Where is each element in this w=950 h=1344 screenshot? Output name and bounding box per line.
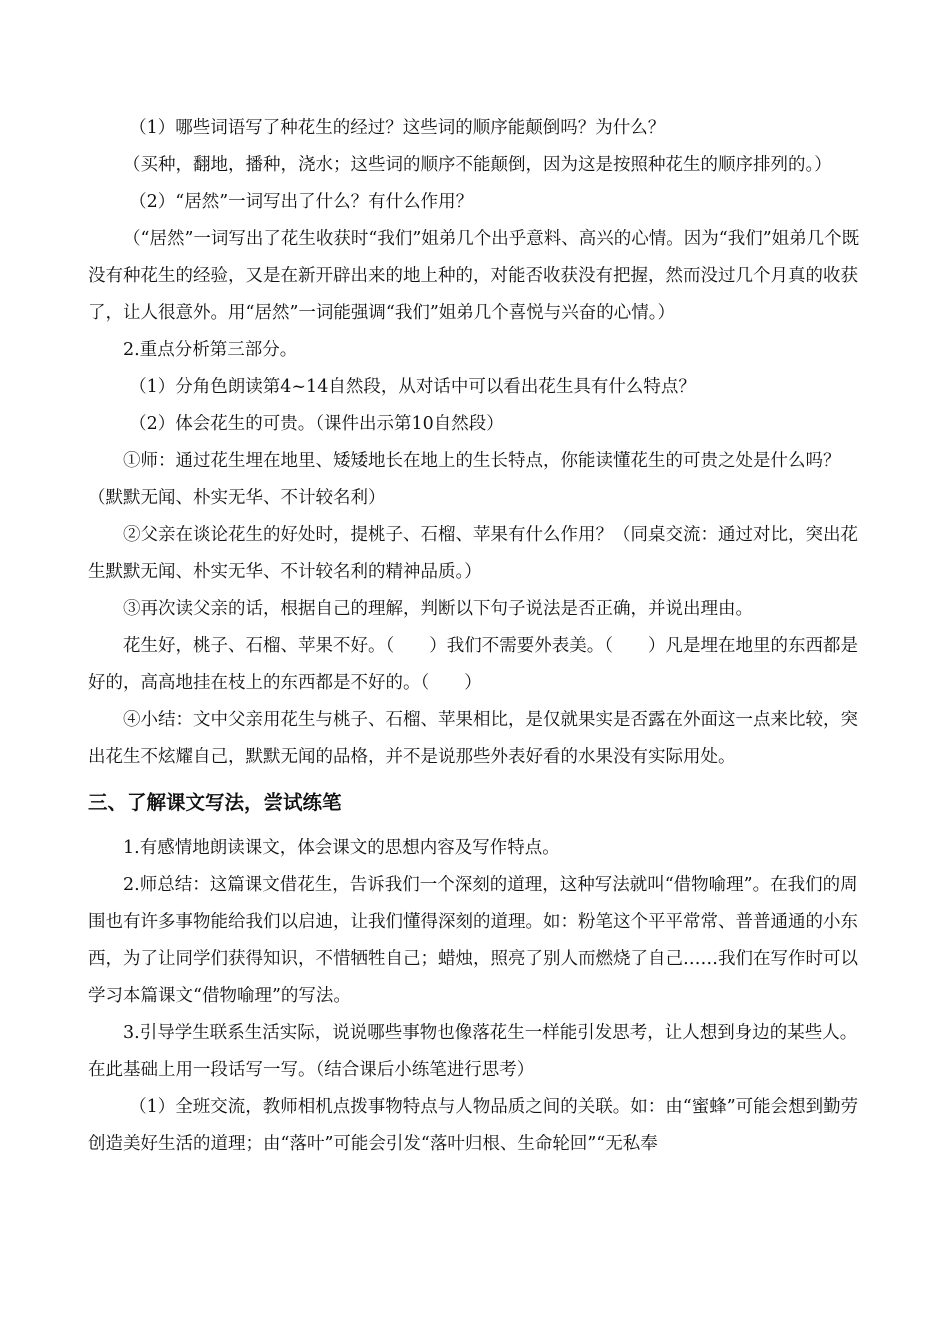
section-3-step-2: 2.师总结：这篇课文借花生，告诉我们一个深刻的道理，这种写法就叫“借物喻理”。在我们的周围也有许多事物能给我们以启迪，让我们懂得深刻的道理。如：粉笔这个平平常常、普普通通的小东西，为了让同学们获得知识，不惜牺牲自己；蜡烛，照亮了别人而燃烧了自己……我们在写作时可以学习本篇课文“借物喻理”的写法。 bbox=[88, 875, 858, 1006]
answer-1: （买种，翻地，播种，浇水；这些词的顺序不能颠倒，因为这是按照种花生的顺序排列的。） bbox=[123, 155, 832, 175]
point-4-summary: ④小结：文中父亲用花生与桃子、石榴、苹果相比，是仅就果实是否露在外面这一点来比较，突出花生不炫耀自己，默默无闻的品格，并不是说那些外表好看的水果没有实际用处。 bbox=[88, 710, 858, 767]
step-2-sub-2: （2）体会花生的可贵。（课件出示第10自然段） bbox=[129, 414, 504, 434]
section-3-step-1: 1.有感情地朗读课文，体会课文的思想内容及写作特点。 bbox=[123, 838, 560, 858]
section-3-step-3: 3.引导学生联系生活实际，说说哪些事物也像落花生一样能引发思考，让人想到身边的某些人。在此基础上用一段话写一写。（结合课后小练笔进行思考） bbox=[88, 1023, 858, 1080]
step-2: 2.重点分析第三部分。 bbox=[123, 340, 298, 360]
question-1: （1）哪些词语写了种花生的经过？这些词的顺序能颠倒吗？为什么？ bbox=[129, 118, 666, 138]
section-heading: 三、了解课文写法，尝试练笔 bbox=[88, 791, 342, 814]
point-1: ①师：通过花生埋在地里、矮矮地长在地上的生长特点，你能读懂花生的可贵之处是什么吗？（默默无闻、朴实无华、不计较名利） bbox=[88, 451, 841, 508]
step-2-sub-1: （1）分角色朗读第4~14自然段，从对话中可以看出花生具有什么特点？ bbox=[129, 377, 696, 397]
document-page bbox=[88, 110, 864, 1163]
point-2: ②父亲在谈论花生的好处时，提桃子、石榴、苹果有什么作用？（同桌交流：通过对比，突出花生默默无闻、朴实无华、不计较名利的精神品质。） bbox=[88, 525, 858, 582]
section-3-step-3-sub-1: （1）全班交流，教师相机点拨事物特点与人物品质之间的关联。如：由“蜜蜂”可能会想到勤劳创造美好生活的道理；由“落叶”可能会引发“落叶归根、生命轮回”“无私奉 bbox=[88, 1097, 859, 1154]
judgement-sentences: 花生好，桃子、石榴、苹果不好。（ ）我们不需要外表美。（ ）凡是埋在地里的东西都是好的，高高地挂在枝上的东西都是不好的。（ ） bbox=[88, 636, 858, 693]
point-3: ③再次读父亲的话，根据自己的理解，判断以下句子说法是否正确，并说出理由。 bbox=[123, 599, 753, 619]
answer-2: （“居然”一词写出了花生收获时“我们”姐弟几个出乎意料、高兴的心情。因为“我们”姐弟几个既没有种花生的经验，又是在新开辟出来的地上种的，对能否收获没有把握，然而没过几个月真的收获了，让人很意外。用“居然”一词能强调“我们”姐弟几个喜悦与兴奋的心情。） bbox=[88, 229, 860, 323]
question-2: （2）“居然”一词写出了什么？有什么作用？ bbox=[129, 192, 474, 212]
